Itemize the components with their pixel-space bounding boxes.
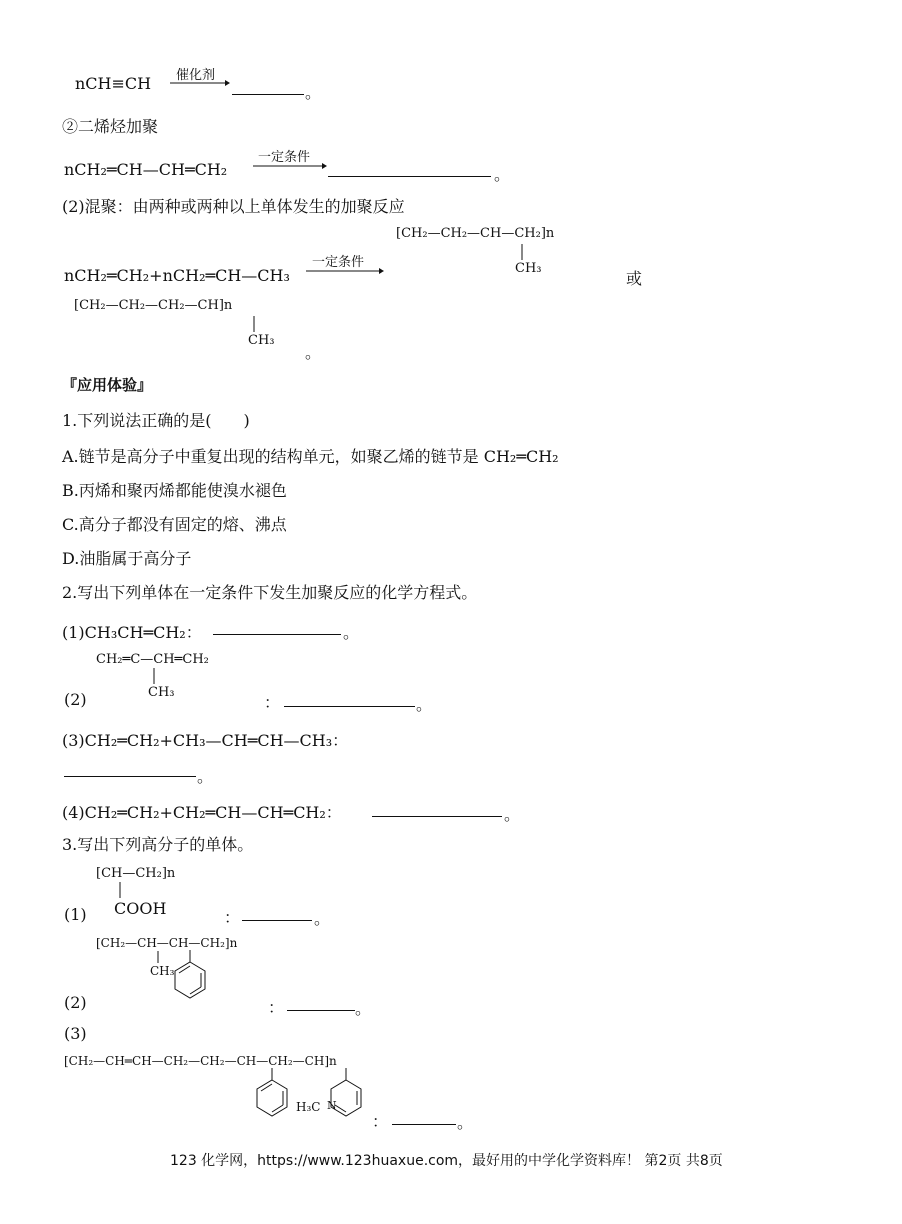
svg-text:N: N (327, 1099, 337, 1112)
question-2-part-2-label: (2) (64, 690, 87, 709)
question-2-part-1: (1)CH₃CH═CH₂： (62, 623, 202, 642)
branch-bond (152, 668, 156, 686)
branch-methyl: CH₃ (150, 964, 175, 978)
answer-blank[interactable] (64, 762, 196, 777)
question-2-part-3: (3)CH₂═CH₂+CH₃—CH═CH—CH₃： (62, 731, 349, 750)
polymer-1-structure: [CH—CH₂]n (96, 866, 176, 881)
period: 。 (494, 165, 511, 184)
question-2-stem: 2.写出下列单体在一定条件下发生加聚反应的化学方程式。 (62, 583, 478, 602)
diene-monomer: nCH₂═CH—CH═CH₂ (64, 160, 228, 179)
answer-blank[interactable] (213, 620, 341, 635)
reaction-arrow (306, 266, 384, 276)
acetylene-monomer: nCH≡CH (75, 74, 152, 93)
branch-bond (118, 882, 122, 900)
answer-blank[interactable] (242, 906, 312, 921)
reaction-arrow (253, 161, 327, 171)
isoprene-structure: CH₂═C—CH═CH₂ (96, 652, 209, 667)
period: 。 (355, 999, 372, 1018)
section-heading: 『应用体验』 (62, 376, 153, 394)
benzene-ring-icon (170, 950, 210, 1006)
period: 。 (305, 343, 322, 362)
question-3-part-1-label: (1) (64, 905, 87, 924)
question-3-part-2-label: (2) (64, 993, 87, 1012)
question-3-stem: 3.写出下列高分子的单体。 (62, 835, 254, 854)
condition-label: 一定条件 (312, 255, 365, 270)
period: 。 (457, 1113, 474, 1132)
methyl-substituent: H₃C (296, 1100, 321, 1114)
colon: ： (224, 908, 241, 927)
answer-blank[interactable] (392, 1110, 456, 1125)
answer-blank[interactable] (232, 80, 304, 95)
answer-blank[interactable] (284, 692, 415, 707)
pyridine-ring-icon (322, 1068, 366, 1124)
condition-label: 一定条件 (258, 150, 311, 165)
question-1-option-a[interactable]: A.链节是高分子中重复出现的结构单元，如聚乙烯的链节是 CH₂═CH₂ (62, 447, 559, 466)
question-1-option-c[interactable]: C.高分子都没有固定的熔、沸点 (62, 515, 287, 534)
catalyst-label: 催化剂 (176, 68, 216, 83)
answer-blank[interactable] (372, 802, 502, 817)
period: 。 (314, 909, 331, 928)
answer-blank[interactable] (287, 996, 355, 1011)
question-1-option-b[interactable]: B.丙烯和聚丙烯都能使溴水褪色 (62, 481, 287, 500)
period: 。 (416, 695, 433, 714)
period: 。 (305, 83, 322, 102)
answer-blank[interactable] (328, 162, 491, 177)
branch-bond (520, 244, 524, 262)
question-1-stem: 1.下列说法正确的是( ) (62, 411, 250, 430)
branch-bond (156, 951, 160, 965)
colon: ： (264, 693, 281, 712)
section-copoly-title: (2)混聚：由两种或两种以上单体发生的加聚反应 (62, 197, 405, 216)
branch-methyl: CH₃ (515, 261, 542, 276)
question-2-part-4: (4)CH₂═CH₂+CH₂═CH—CH═CH₂： (62, 803, 342, 822)
or-text: 或 (626, 269, 643, 288)
polymer-2-structure: [CH₂—CH—CH—CH₂]n (96, 936, 238, 950)
copoly-product-1: [CH₂—CH₂—CH—CH₂]n (396, 226, 555, 241)
period: 。 (343, 623, 360, 642)
branch-methyl: CH₃ (248, 333, 275, 348)
branch-bond (252, 316, 256, 334)
copoly-monomers: nCH₂═CH₂+nCH₂═CH—CH₃ (64, 266, 290, 285)
colon: ： (268, 998, 285, 1017)
carboxyl-group: COOH (114, 899, 167, 918)
colon: ： (372, 1112, 389, 1131)
polymer-3-structure: [CH₂—CH═CH—CH₂—CH₂—CH—CH₂—CH]n (64, 1054, 337, 1068)
reaction-arrow (170, 78, 230, 88)
question-1-option-d[interactable]: D.油脂属于高分子 (62, 549, 192, 568)
question-3-part-3-label: (3) (64, 1024, 87, 1043)
benzene-ring-icon (252, 1068, 292, 1124)
period: 。 (197, 767, 214, 786)
section-diene-title: ②二烯烃加聚 (62, 117, 159, 136)
period: 。 (504, 805, 521, 824)
copoly-product-2: [CH₂—CH₂—CH₂—CH]n (74, 298, 233, 313)
branch-methyl: CH₃ (148, 685, 175, 700)
page-footer: 123 化学网，https://www.123huaxue.com，最好用的中学化学资料库！ 第2页 共8页 (170, 1153, 723, 1169)
